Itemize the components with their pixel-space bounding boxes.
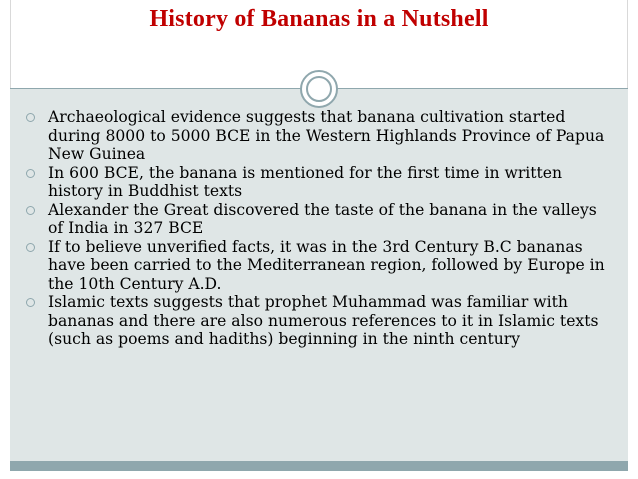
bullet-text: Alexander the Great discovered the taste of the banana in the valleys of India in 327 BCE	[48, 200, 597, 237]
circle-bullet-icon	[26, 113, 35, 122]
circle-bullet-icon	[26, 206, 35, 215]
bullet-list	[26, 108, 616, 349]
circle-bullet-icon	[26, 169, 35, 178]
bullet-text: Islamic texts suggests that prophet Muhammad was familiar with bananas and there are also numerous references to it in Islamic texts (such as poems and hadiths) beginning in the ninth century	[48, 293, 599, 348]
double-circle-ornament-icon	[300, 70, 338, 108]
bullet-item	[26, 164, 616, 201]
bullet-text: If to believe unverified facts, it was in the 3rd Century B.C bananas have been carried to the Mediterranean region, followed by Europe in the 10th Century A.D.	[48, 237, 605, 293]
bullet-text: Archaeological evidence suggests that banana cultivation started during 8000 to 5000 BCE in the Western Highlands Province of Papua New Guinea	[48, 108, 605, 163]
bullet-item	[26, 293, 616, 349]
ornament-inner-circle	[306, 76, 332, 102]
bullet-item	[26, 108, 616, 164]
bullet-item	[26, 201, 616, 238]
bullet-item	[26, 238, 616, 294]
bullet-text: In 600 BCE, the banana is mentioned for the first time in written history in Buddhist texts	[48, 163, 563, 200]
slide-title: History of Bananas in a Nutshell	[149, 6, 489, 32]
circle-bullet-icon	[26, 243, 35, 252]
footer-bar	[10, 461, 628, 471]
circle-bullet-icon	[26, 298, 35, 307]
